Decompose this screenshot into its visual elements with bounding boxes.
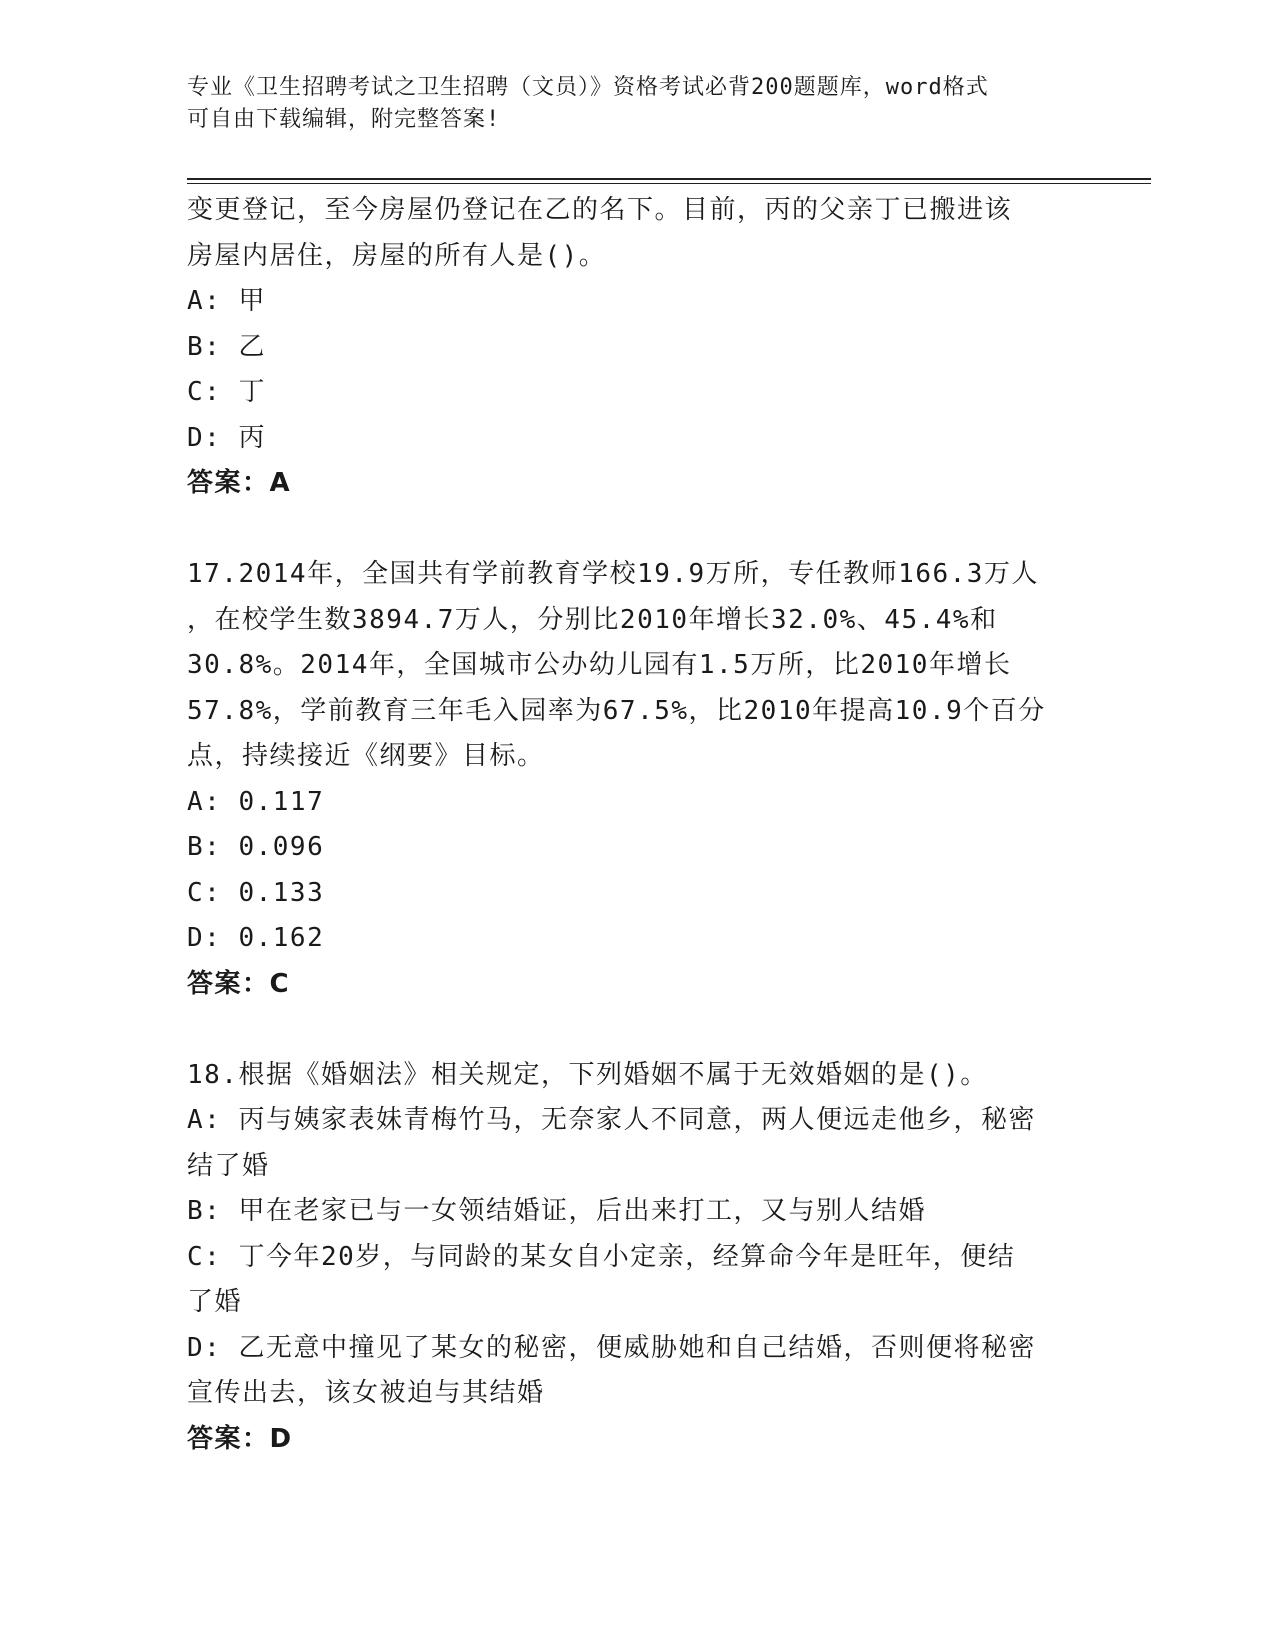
option-d: D: 丙 <box>187 422 266 453</box>
spacer <box>187 507 1087 553</box>
option-c-continued: 了婚 <box>187 1287 243 1317</box>
header-line-1: 专业《卫生招聘考试之卫生招聘（文员）》资格考试必背200题题库，word格式 <box>187 75 989 100</box>
option-c: C: 0.133 <box>187 877 325 908</box>
header-rule-thin <box>187 183 1151 184</box>
question-16 <box>187 188 1087 507</box>
document-header <box>187 72 1067 136</box>
spacer <box>187 1007 1087 1053</box>
question-text-line: 17.2014年，全国共有学前教育学校19.9万所，专任教师166.3万人 <box>187 559 1039 589</box>
option-a: A: 丙与姨家表妹青梅竹马，无奈家人不同意，两人便远走他乡，秘密 <box>187 1105 1036 1135</box>
option-b: B: 乙 <box>187 331 266 362</box>
question-text-line: 57.8%，学前教育三年毛入园率为67.5%，比2010年提高10.9个百分 <box>187 695 1046 726</box>
option-c: C: 丁 <box>187 377 266 407</box>
answer-label: 答案：C <box>187 968 291 999</box>
answer-label: 答案：D <box>187 1423 293 1454</box>
answer-label: 答案：A <box>187 468 292 498</box>
option-c: C: 丁今年20岁，与同龄的某女自小定亲，经算命今年是旺年，便结 <box>187 1241 1016 1272</box>
option-d: D: 0.162 <box>187 923 325 953</box>
question-17 <box>187 552 1087 1007</box>
question-18 <box>187 1053 1087 1463</box>
question-text-line: 变更登记，至今房屋仍登记在乙的名下。目前，丙的父亲丁已搬进该 <box>187 195 1013 225</box>
question-text-line: 18.根据《婚姻法》相关规定，下列婚姻不属于无效婚姻的是()。 <box>187 1059 988 1090</box>
option-d-continued: 宣传出去，该女被迫与其结婚 <box>187 1378 545 1408</box>
option-a-continued: 结了婚 <box>187 1150 270 1181</box>
option-b: B: 0.096 <box>187 832 325 862</box>
option-a: A: 0.117 <box>187 786 325 817</box>
question-text-line: 30.8%。2014年，全国城市公办幼儿园有1.5万所，比2010年增长 <box>187 650 1012 680</box>
option-d: D: 乙无意中撞见了某女的秘密，便威胁她和自己结婚，否则便将秘密 <box>187 1332 1036 1363</box>
header-rule-thick <box>187 178 1151 180</box>
document-body <box>187 188 1087 1462</box>
question-text-line: 点，持续接近《纲要》目标。 <box>187 741 545 771</box>
question-text-line: 房屋内居住，房屋的所有人是()。 <box>187 240 607 271</box>
header-line-2: 可自由下载编辑，附完整答案! <box>187 107 501 132</box>
option-b: B: 甲在老家已与一女领结婚证，后出来打工，又与别人结婚 <box>187 1196 926 1226</box>
option-a: A: 甲 <box>187 286 266 316</box>
question-text-line: ，在校学生数3894.7万人，分别比2010年增长32.0%、45.4%和 <box>187 604 998 635</box>
